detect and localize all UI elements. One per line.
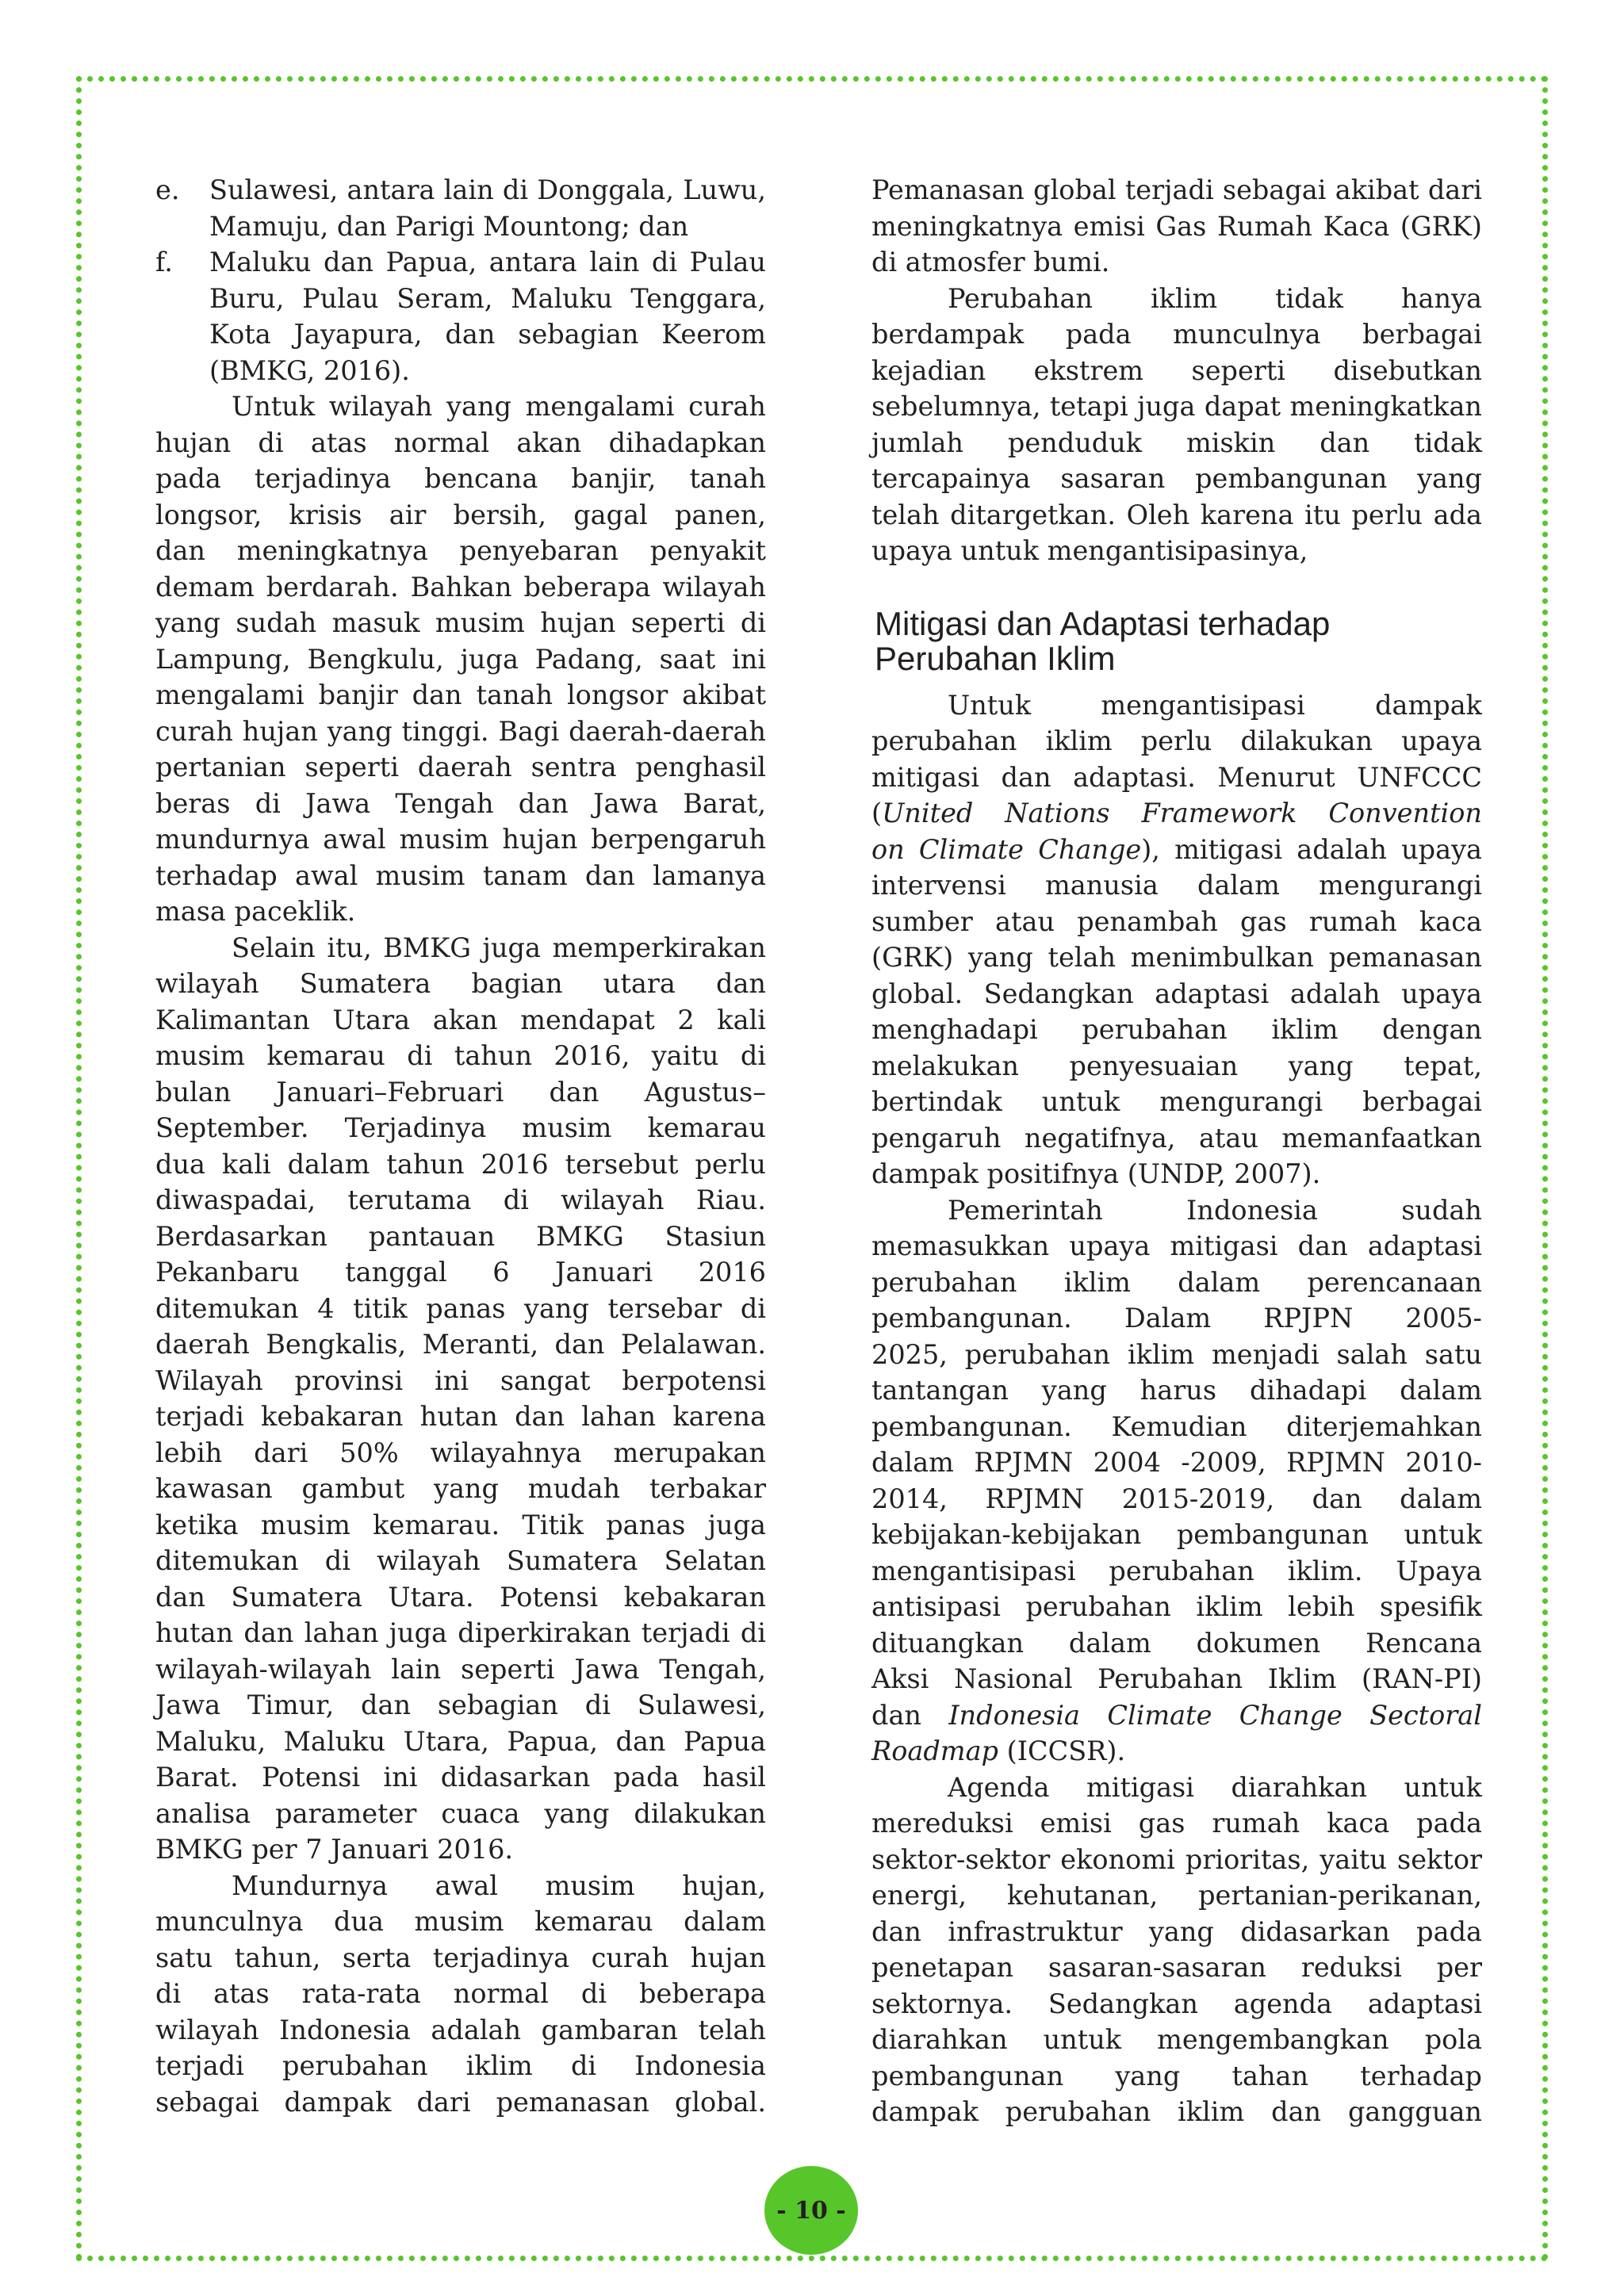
text-line: mitigasi dan adaptasi. Menurut UNFCCC xyxy=(871,761,1482,793)
text-line: Kota Jayapura, dan sebagian Keerom xyxy=(209,319,766,350)
text-line: Jawa Timur, dan sebagian di Sulawesi, xyxy=(155,1689,766,1720)
left-column xyxy=(155,172,766,2120)
italic-term: Indonesia Climate Change Sectoral xyxy=(948,1699,1482,1731)
text-line: di atas rata-rata normal di beberapa xyxy=(155,1978,766,2009)
text-line xyxy=(871,795,1482,832)
text-line: mengantisipasi perubahan iklim. Upaya xyxy=(871,1555,1482,1586)
text-line: Perubahan iklim tidak hanya xyxy=(948,282,1482,314)
paragraph xyxy=(155,930,766,1868)
text-line: perubahan iklim perlu dilakukan upaya xyxy=(871,725,1482,756)
text-line: pembangunan yang tahan terhadap xyxy=(871,2060,1482,2091)
text-line: telah ditargetkan. Oleh karena itu perlu ada xyxy=(871,499,1482,530)
text-line: 2014, RPJMN 2015-2019, dan dalam xyxy=(871,1483,1482,1514)
text-line: sektor-sektor ekonomi prioritas, yaitu sektor xyxy=(871,1843,1482,1875)
text-line: di atmosfer bumi. xyxy=(871,247,1110,277)
list-item xyxy=(155,172,766,244)
text-line: tantangan yang harus dihadapi dalam xyxy=(871,1375,1482,1406)
text-line: perubahan iklim dalam perencanaan xyxy=(871,1266,1482,1298)
text-line: Sulawesi, antara lain di Donggala, Luwu, xyxy=(209,174,766,205)
text-line: Agenda mitigasi diarahkan untuk xyxy=(948,1771,1482,1803)
text-line: kawasan gambut yang mudah terbakar xyxy=(155,1473,766,1504)
text-span: dan xyxy=(871,1699,949,1731)
text-line: bulan Januari–Februari dan Agustus– xyxy=(155,1076,766,1108)
text-line: munculnya dua musim kemarau dalam xyxy=(155,1906,766,1937)
text-line: ditemukan di wilayah Sumatera Selatan xyxy=(155,1545,766,1576)
text-line: satu tahun, serta terjadinya curah hujan xyxy=(155,1942,766,1973)
text-line: dampak positifnya (UNDP, 2007). xyxy=(871,1158,1321,1189)
text-line: pertanian seperti daerah sentra penghasil xyxy=(155,752,766,783)
text-line: wilayah Indonesia adalah gambaran telah xyxy=(155,2014,766,2045)
paragraph xyxy=(155,388,766,930)
paragraph-pemerintah xyxy=(871,1192,1482,1770)
text-line: dan Sumatera Utara. Potensi kebakaran xyxy=(155,1581,766,1613)
text-line: (BMKG, 2016). xyxy=(209,354,410,386)
text-line: wilayah Sumatera bagian utara dan xyxy=(155,968,766,999)
text-line: diarahkan untuk mengembangkan pola xyxy=(871,2024,1482,2055)
text-line: Maluku dan Papua, antara lain di Pulau xyxy=(209,247,766,277)
text-line: pembangunan. Kemudian diterjemahkan xyxy=(871,1410,1482,1442)
text-line: Aksi Nasional Perubahan Iklim (RAN-PI) xyxy=(871,1663,1482,1694)
paragraph xyxy=(871,281,1482,569)
text-line: meningkatnya emisi Gas Rumah Kaca (GRK) xyxy=(871,210,1482,242)
text-span: ( xyxy=(871,798,883,828)
text-line: lebih dari 50% wilayahnya merupakan xyxy=(155,1437,766,1468)
text-line: sektornya. Sedangkan agenda adaptasi xyxy=(871,1988,1482,2019)
text-line: Barat. Potensi ini didasarkan pada hasil xyxy=(155,1762,766,1793)
text-line: pembangunan. Dalam RPJPN 2005- xyxy=(871,1303,1482,1334)
text-line: kejadian ekstrem seperti disebutkan xyxy=(871,354,1482,386)
text-line: demam berdarah. Bahkan beberapa wilayah xyxy=(155,571,766,603)
paragraph-agenda xyxy=(871,1770,1482,2130)
text-line: dituangkan dalam dokumen Rencana xyxy=(871,1627,1482,1659)
text-line: (GRK) yang telah menimbulkan pemanasan xyxy=(871,942,1482,973)
text-line: BMKG per 7 Januari 2016. xyxy=(155,1834,514,1865)
text-line: mengalami banjir dan tanah longsor akibat xyxy=(155,679,766,710)
text-line: dalam RPJMN 2004 -2009, RPJMN 2010- xyxy=(871,1447,1482,1478)
text-line: bertindak untuk mengurangi berbagai xyxy=(871,1086,1482,1117)
text-line: wilayah-wilayah lain seperti Jawa Tengah, xyxy=(155,1653,766,1685)
text-line: Selain itu, BMKG juga memperkirakan xyxy=(232,932,766,963)
text-line: sebagai dampak dari pemanasan global. xyxy=(155,2086,766,2118)
text-line: Mamuju, dan Parigi Mountong; dan xyxy=(209,210,689,242)
text-line: Pemanasan global terjadi sebagai akibat dari xyxy=(871,174,1482,205)
text-line: ketika musim kemarau. Titik panas juga xyxy=(155,1509,766,1540)
paragraph xyxy=(155,1868,766,2121)
text-line: intervensi manusia dalam mengurangi xyxy=(871,870,1482,901)
text-line: jumlah penduduk miskin dan tidak xyxy=(871,427,1482,458)
heading-line: Mitigasi dan Adaptasi terhadap xyxy=(875,604,1331,642)
text-line: Berdasarkan pantauan BMKG Stasiun xyxy=(155,1220,766,1252)
text-line: terjadi perubahan iklim di Indonesia xyxy=(155,2050,766,2081)
text-line: Pekanbaru tanggal 6 Januari 2016 xyxy=(155,1257,766,1288)
text-line: Wilayah provinsi ini sangat berpotensi xyxy=(155,1364,766,1396)
text-line: mundurnya awal musim hujan berpengaruh xyxy=(155,824,766,855)
intro-paragraphs xyxy=(871,172,1482,569)
text-line: sebelumnya, tetapi juga dapat meningkatkan xyxy=(871,391,1482,422)
text-line: dan infrastruktur yang didasarkan pada xyxy=(871,1915,1482,1947)
text-line: kebijakan-kebijakan pembangunan untuk xyxy=(871,1519,1482,1550)
text-line: Buru, Pulau Seram, Maluku Tenggara, xyxy=(209,282,766,314)
paragraph xyxy=(871,172,1482,281)
text-line: mereduksi emisi gas rumah kaca pada xyxy=(871,1808,1482,1839)
text-line: Untuk mengantisipasi dampak xyxy=(948,689,1482,721)
text-line xyxy=(871,1733,1482,1770)
italic-term: Roadmap xyxy=(871,1735,998,1766)
text-line: dan meningkatnya penyebaran penyakit xyxy=(155,535,766,566)
heading-line: Perubahan Iklim xyxy=(875,639,1116,677)
text-line: dua kali dalam tahun 2016 tersebut perlu xyxy=(155,1148,766,1180)
text-line xyxy=(871,1697,1482,1734)
text-line: sumber atau penambah gas rumah kaca xyxy=(871,905,1482,937)
text-line: 2025, perubahan iklim menjadi salah satu xyxy=(871,1338,1482,1370)
text-line: Untuk wilayah yang mengalami curah xyxy=(232,391,766,422)
text-span: ), mitigasi adalah upaya xyxy=(1141,833,1482,865)
list-marker: f. xyxy=(155,247,173,277)
section-heading xyxy=(875,604,1482,677)
text-line: Lampung, Bengkulu, juga Padang, saat ini xyxy=(155,643,766,675)
text-line: Pemerintah Indonesia sudah xyxy=(948,1194,1482,1226)
text-line: energi, kehutanan, pertanian-perikanan, xyxy=(871,1880,1482,1911)
page-number-badge xyxy=(764,2166,858,2255)
list-item xyxy=(155,244,766,388)
text-line: terhadap awal musim tanam dan lamanya xyxy=(155,859,766,891)
list-marker: e. xyxy=(155,174,180,205)
italic-term: on Climate Change xyxy=(871,833,1142,865)
text-line: ditemukan 4 titik panas yang tersebar di xyxy=(155,1292,766,1324)
page-number: - 10 - xyxy=(776,2196,846,2225)
text-line: Maluku, Maluku Utara, Papua, dan Papua xyxy=(155,1725,766,1757)
text-line: pengaruh negatifnya, atau memanfaatkan xyxy=(871,1122,1482,1154)
text-line: global. Sedangkan adaptasi adalah upaya xyxy=(871,978,1482,1009)
text-line: yang sudah masuk musim hujan seperti di xyxy=(155,607,766,638)
text-line: Mundurnya awal musim hujan, xyxy=(232,1869,766,1901)
right-column xyxy=(871,172,1482,2130)
text-line: dampak perubahan iklim dan gangguan xyxy=(871,2096,1482,2127)
text-span: (ICCSR). xyxy=(998,1735,1126,1766)
italic-term: United Nations Framework Convention xyxy=(882,798,1482,828)
text-line: menghadapi perubahan iklim dengan xyxy=(871,1014,1482,1045)
text-line: memasukkan upaya mitigasi dan adaptasi xyxy=(871,1230,1482,1261)
text-line: daerah Bengkalis, Meranti, dan Pelalawan. xyxy=(155,1329,766,1360)
text-line: curah hujan yang tinggi. Bagi daerah-daerah xyxy=(155,715,766,747)
left-paragraphs xyxy=(155,388,766,2120)
text-line: September. Terjadinya musim kemarau xyxy=(155,1112,766,1143)
text-line: antisipasi perubahan iklim lebih spesifik xyxy=(871,1591,1482,1622)
text-line: hutan dan lahan juga diperkirakan terjadi di xyxy=(155,1617,766,1648)
text-line: Kalimantan Utara akan mendapat 2 kali xyxy=(155,1004,766,1035)
text-line: melakukan penyesuaian yang tepat, xyxy=(871,1050,1482,1081)
text-line: upaya untuk mengantisipasinya, xyxy=(871,535,1308,566)
text-line: terjadi kebakaran hutan dan lahan karena xyxy=(155,1401,766,1432)
paragraph-unfccc xyxy=(871,687,1482,1192)
text-line xyxy=(871,832,1482,868)
text-line: pada terjadinya bencana banjir, tanah xyxy=(155,463,766,494)
text-line: diwaspadai, terutama di wilayah Riau. xyxy=(155,1184,766,1215)
text-line: hujan di atas normal akan dihadapkan xyxy=(155,427,766,458)
text-line: masa paceklik. xyxy=(155,896,356,927)
text-line: musim kemarau di tahun 2016, yaitu di xyxy=(155,1040,766,1071)
text-line: beras di Jawa Tengah dan Jawa Barat, xyxy=(155,787,766,819)
text-line: analisa parameter cuaca yang dilakukan xyxy=(155,1797,766,1829)
text-line: berdampak pada munculnya berbagai xyxy=(871,319,1482,350)
text-line: longsor, krisis air bersih, gagal panen, xyxy=(155,499,766,530)
text-line: tercapainya sasaran pembangunan yang xyxy=(871,463,1482,494)
text-line: penetapan sasaran-sasaran reduksi per xyxy=(871,1952,1482,1983)
